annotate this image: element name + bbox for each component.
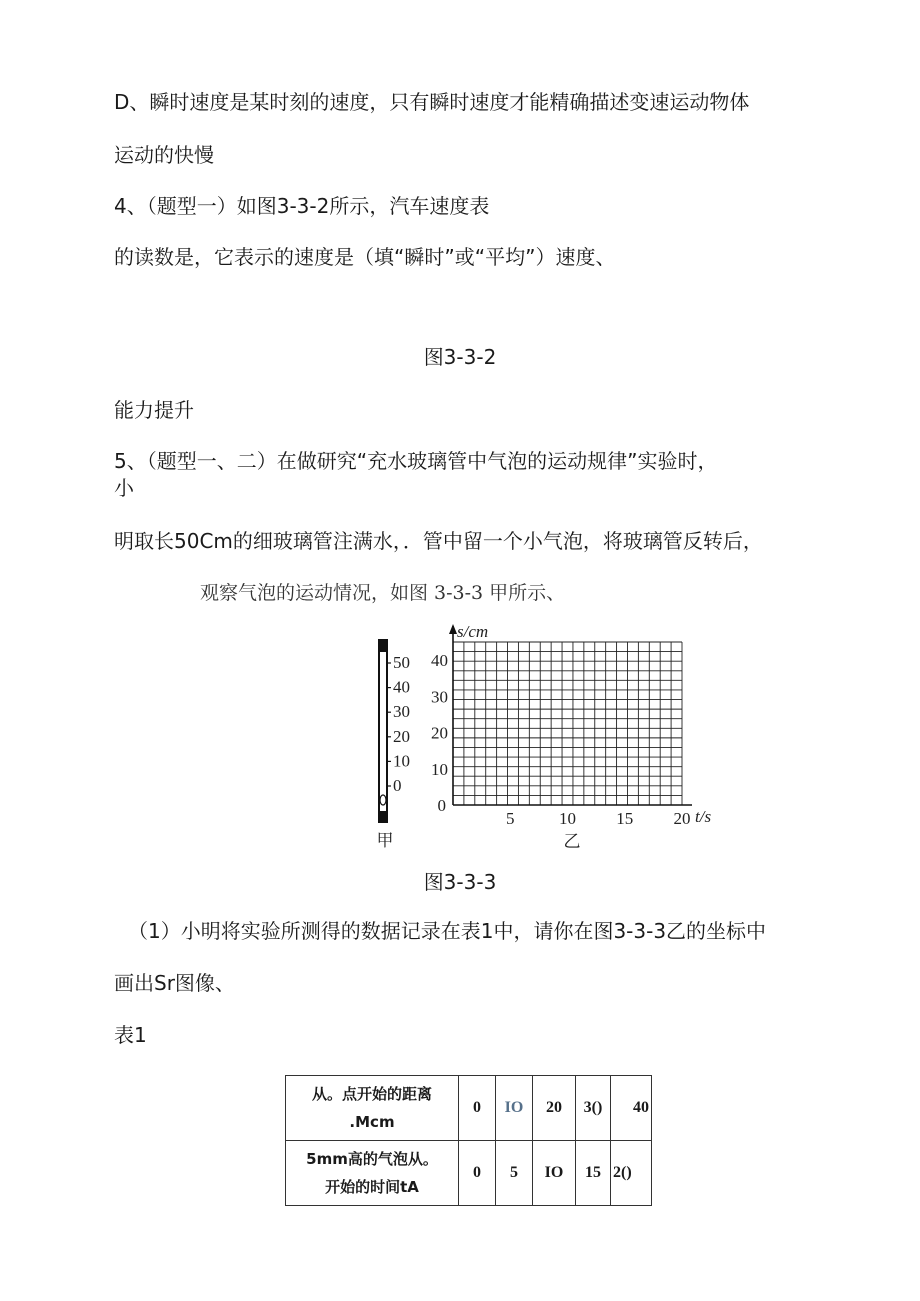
row-header xyxy=(286,1141,459,1206)
x-tick-labels xyxy=(506,809,691,828)
tube-tick-label: 50 xyxy=(393,653,410,672)
figure-3-3-3 xyxy=(360,612,760,857)
section-heading: 能力提升 xyxy=(114,398,194,422)
table-cell: 20 xyxy=(533,1076,576,1141)
figure-image-caption: 观察气泡的运动情况，如图 3-3-3 甲所示、 xyxy=(200,582,566,604)
sub-question-1-line1: （1）小明将实验所测得的数据记录在表1中，请你在图3-3-3乙的坐标中 xyxy=(128,919,767,943)
option-d-line2: 运动的快慢 xyxy=(114,143,214,167)
row-header-line: 5mm高的气泡从。 xyxy=(306,1150,438,1168)
x-axis-label: t/s xyxy=(695,807,712,826)
table-label: 表1 xyxy=(114,1023,147,1047)
table-cell: IO xyxy=(496,1076,533,1141)
question-5-line1-wrap: 小 xyxy=(114,476,134,500)
x-tick-label: 15 xyxy=(616,809,634,828)
row-header xyxy=(286,1076,459,1141)
glass-tube xyxy=(378,640,388,823)
tube-label: 甲 xyxy=(376,831,394,850)
figure-3-3-2-caption: 图3-3-2 xyxy=(423,345,497,369)
table-cell: 0 xyxy=(459,1076,496,1141)
question-4-line1: 4、（题型一）如图3-3-2所示，汽车速度表 xyxy=(114,194,490,218)
tube-tick-label: 0 xyxy=(393,776,402,795)
tube-scale xyxy=(387,653,410,795)
y-tick-labels xyxy=(431,651,448,779)
table-row xyxy=(286,1141,652,1206)
graph-label: 乙 xyxy=(563,832,581,851)
bubble-icon xyxy=(380,795,386,805)
question-4-line2: 的读数是，它表示的速度是（填“瞬时”或“平均”）速度、 xyxy=(114,245,616,269)
y-axis-label: s/cm xyxy=(457,622,489,641)
table-cell: 0 xyxy=(459,1141,496,1206)
x-tick-label: 20 xyxy=(673,809,691,828)
row-header-line: 从。点开始的距离 xyxy=(311,1085,432,1103)
graph-grid xyxy=(453,642,682,805)
y-tick-label: 40 xyxy=(431,651,448,671)
y-tick-label: 10 xyxy=(431,759,448,779)
table-cell: 2() xyxy=(611,1141,652,1206)
x-tick-label: 10 xyxy=(559,809,576,828)
data-table xyxy=(285,1075,652,1206)
tube-tick-label: 40 xyxy=(393,677,410,697)
table-cell: IO xyxy=(533,1141,576,1206)
y-tick-label: 20 xyxy=(431,723,448,743)
tube-tick-label: 20 xyxy=(393,726,410,746)
sub-question-1-line2: 画出Sr图像、 xyxy=(114,971,235,995)
table-cell: 5 xyxy=(496,1141,533,1206)
table-cell: 3() xyxy=(576,1076,611,1141)
x-tick-label: 5 xyxy=(506,809,515,828)
row-header-line: .Mcm xyxy=(349,1113,395,1131)
y-axis-arrow-icon xyxy=(449,624,457,634)
tube-tick-label: 10 xyxy=(393,751,410,771)
question-5-line2: 明取长50Cm的细玻璃管注满水，．管中留一个小气泡，将玻璃管反转后， xyxy=(114,529,763,553)
table-cell: 15 xyxy=(576,1141,611,1206)
figure-3-3-3-caption: 图3-3-3 xyxy=(423,870,497,894)
tube-tick-label: 30 xyxy=(393,702,410,722)
y-tick-label: 30 xyxy=(431,687,448,707)
table-row xyxy=(286,1076,652,1141)
row-header-line: 开始的时间tA xyxy=(325,1178,419,1196)
origin-label: 0 xyxy=(437,796,446,815)
table-cell: 40 xyxy=(611,1076,652,1141)
option-d-line1: D、瞬时速度是某时刻的速度，只有瞬时速度才能精确描述变速运动物体 xyxy=(114,90,750,114)
question-5-line1: 5、（题型一、二）在做研究“充水玻璃管中气泡的运动规律”实验时， xyxy=(114,449,718,473)
